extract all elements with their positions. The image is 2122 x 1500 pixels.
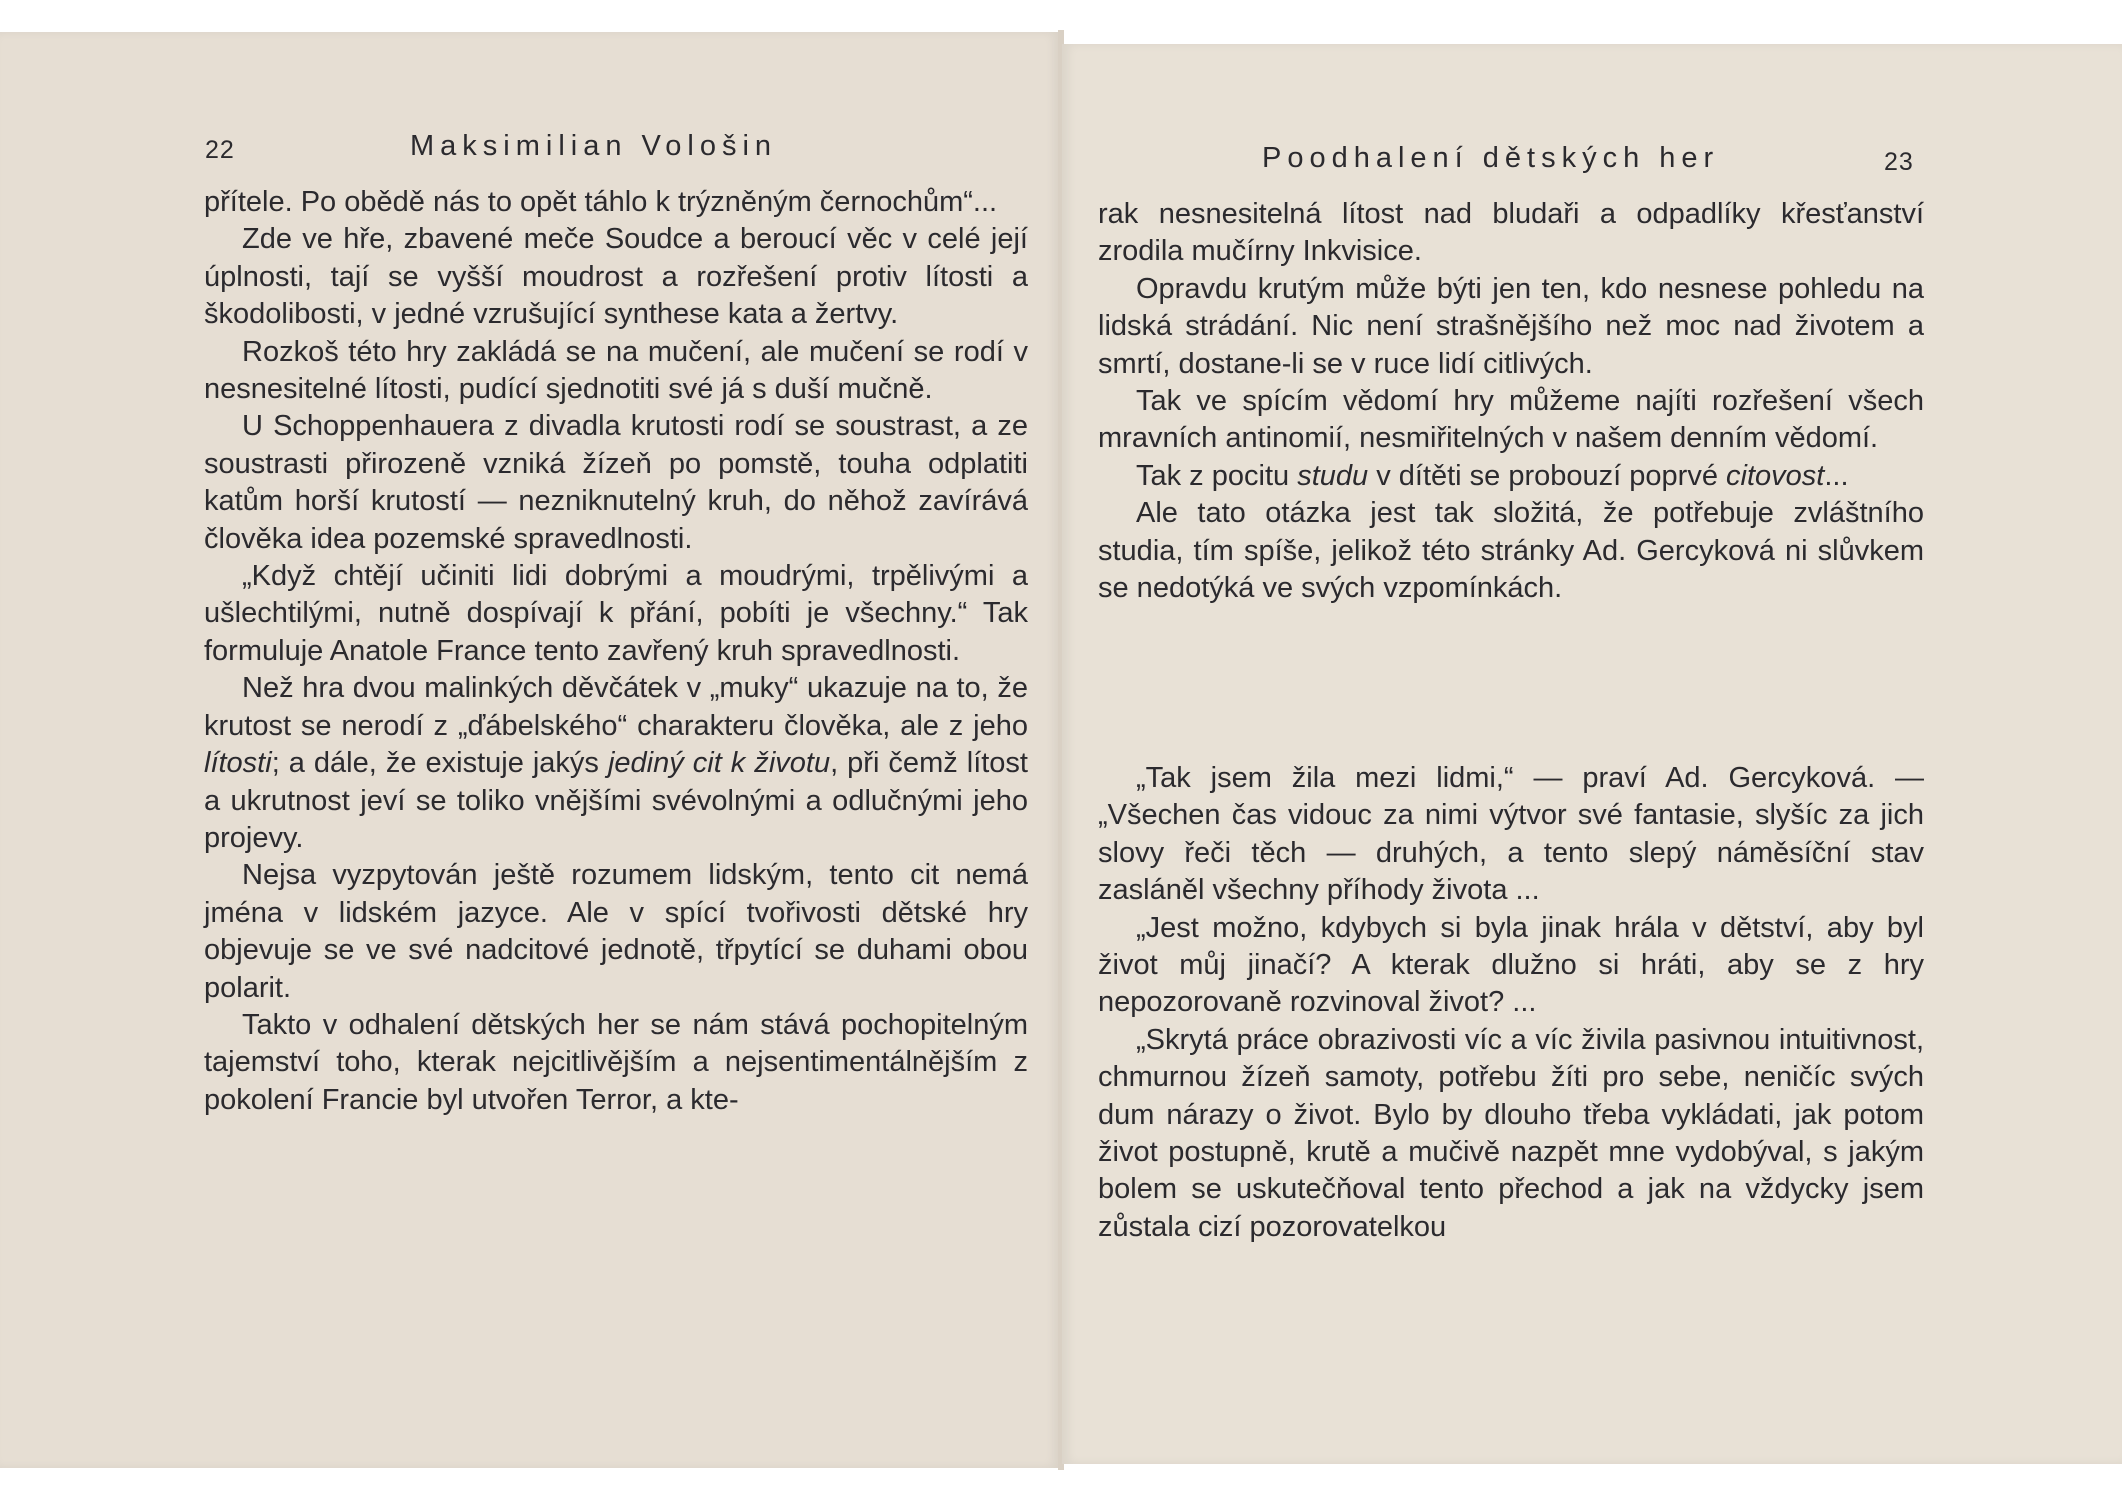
italic-text: jediný cit k životu	[607, 747, 831, 780]
paragraph: Ale tato otázka jest tak složitá, že potřebuje zvláštního studia, tím spíše, jelikož této stránky Ad. Gercyková ni slůvkem se nedotýká ve svých vzpomínkách.	[1098, 497, 1924, 605]
paragraph: Rozkoš této hry zakládá se na mučení, ale mučení se rodí v nesnesitelné lítosti, pudící sjednotiti své já s duší mučně.	[204, 335, 1028, 406]
paragraph: přítele. Po obědě nás to opět táhlo k trýzněným černochům“...	[204, 186, 998, 218]
paragraph: „Když chtějí učiniti lidi dobrými a moudrými, trpělivými a ušlechtilými, nutně dospívají k přání, pobíti je všechny.“ Tak formuluje Anatole France tento zavřený kruh spravedlnosti.	[204, 560, 1028, 667]
paragraph: Opravdu krutým může býti jen ten, kdo nesnese pohledu na lidská strádání. Nic není strašnějšího než moc nad životem a smrtí, dostane-li se v ruce lidí citlivých.	[1098, 272, 1924, 380]
right-page-body	[1098, 196, 1924, 607]
text-run: , při čemž lítost a ukrutnost jeví se toliko vnějšími svévolnými a odlučnými jeho projevy.	[204, 747, 1028, 854]
text-run: Tak z pocitu	[1136, 459, 1298, 492]
paragraph: Zde ve hře, zbavené meče Soudce a beroucí věc v celé její úplnosti, tají se vyšší moudrost a rozřešení protiv lítosti a škodolibosti, v jedné vzrušující synthese kata a žertvy.	[204, 223, 1028, 331]
paragraph	[204, 670, 1028, 857]
right-page	[1062, 44, 2122, 1464]
paragraph: Nejsa vyzpytován ještě rozumem lidským, tento cit nemá jména v lidském jazyce. Ale v spící tvořivosti dětské hry objevuje se ve své nadcitové jednotě, třpytící se duhami obou polarit.	[204, 859, 1028, 1004]
paragraph	[1098, 458, 1924, 495]
running-head-right: Poodhalení dětských her	[1262, 142, 1720, 174]
text-run: ...	[1824, 459, 1849, 492]
paragraph: „Jest možno, kdybych si byla jinak hrála v dětství, aby byl život můj jinačí? A kterak dlužno si hráti, aby se z hry nepozorovaně rozvinoval život? ...	[1098, 911, 1924, 1019]
paragraph: Takto v odhalení dětských her se nám stává pochopitelným tajemství toho, kterak nejcitlivějším a nejsentimentálnějším z pokolení Francie byl utvořen Terror, a kte-	[204, 1008, 1028, 1116]
italic-text: citovost	[1726, 459, 1825, 492]
running-head-left: Maksimilian Vološin	[410, 130, 778, 162]
left-page-body	[204, 184, 1028, 1119]
left-page	[0, 32, 1060, 1468]
text-run: v dítěti se probouzí poprvé	[1368, 459, 1727, 492]
page-number-right: 23	[1884, 148, 1914, 176]
italic-text: studu	[1297, 459, 1369, 492]
italic-text: lítosti	[204, 747, 272, 780]
paragraph: U Schoppenhauera z divadla krutosti rodí se soustrast, a ze soustrasti přirozeně vzniká žízeň po pomstě, touha odplatiti katům horší krutostí — nezniknutelný kruh, do něhož zavírává člověka idea pozemské spravedlnosti.	[204, 410, 1028, 555]
right-page-quote	[1098, 760, 1924, 1246]
page-number-left: 22	[205, 136, 235, 164]
paragraph: „Skrytá práce obrazivosti víc a víc živila pasivnou intuitivnost, chmurnou žízeň samoty, potřebu žíti pro sebe, neničíc svých dum nárazy o život. Bylo by dlouho třeba vykládati, jak potom život postupně, krutě a mučivě nazpět mne vydobýval, s jakým bolem se uskutečňoval tento přechod a jak na vždycky jsem zůstala cizí pozorovatelkou	[1098, 1023, 1924, 1243]
text-run: ; a dále, že existuje jakýs	[271, 747, 608, 780]
paragraph: „Tak jsem žila mezi lidmi,“ — praví Ad. Gercyková. — „Všechen čas vidouc za nimi výtvor své fantasie, slyšíc za jich slovy řeči těch — druhých, a tento slepý náměsíční stav zasláněl všechny příhody života ...	[1098, 762, 1924, 907]
paragraph: rak nesnesitelná lítost nad bludaři a odpadlíky křesťanství zrodila mučírny Inkvisice.	[1098, 198, 1924, 268]
paragraph: Tak ve spícím vědomí hry můžeme najíti rozřešení všech mravních antinomií, nesmiřitelných v našem denním vědomí.	[1098, 385, 1924, 455]
text-run: Než hra dvou malinkých děvčátek v „muky“ ukazuje na to, že krutost se nerodí z „ďábelského“ charakteru člověka, ale z jeho	[204, 672, 1028, 742]
